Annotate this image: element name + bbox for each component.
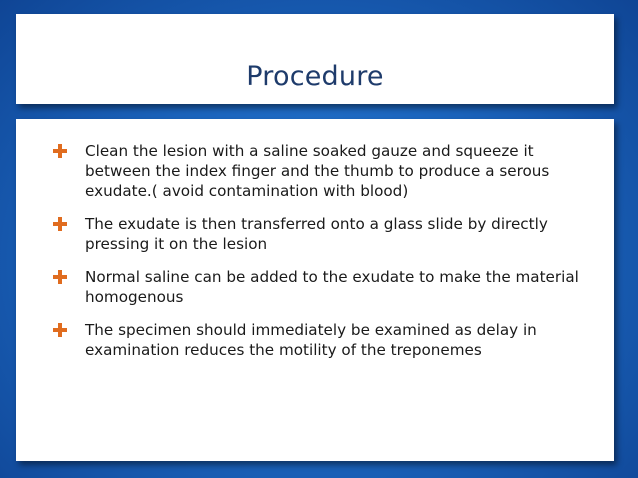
plus-icon: [53, 270, 67, 284]
bullet-text: Clean the lesion with a saline soaked gauze and squeeze it between the index finger and the thumb to produce a serous exudate.( avoid contamination with blood): [85, 142, 550, 200]
bullet-text: Normal saline can be added to the exudate to make the material homogenous: [85, 268, 579, 306]
bullet-item: [38, 141, 598, 201]
bullet-text: The specimen should immediately be examined as delay in examination reduces the motility of the treponemes: [85, 321, 537, 359]
plus-icon: [53, 144, 67, 158]
content-panel: [16, 119, 614, 461]
bullet-list: [38, 141, 598, 373]
bullet-item: [38, 267, 598, 307]
bullet-item: [38, 214, 598, 254]
title-panel: [16, 14, 614, 104]
plus-icon: [53, 323, 67, 337]
bullet-text: The exudate is then transferred onto a glass slide by directly pressing it on the lesion: [85, 215, 548, 253]
plus-icon: [53, 217, 67, 231]
bullet-item: [38, 320, 598, 360]
slide-title: Procedure: [246, 61, 384, 92]
